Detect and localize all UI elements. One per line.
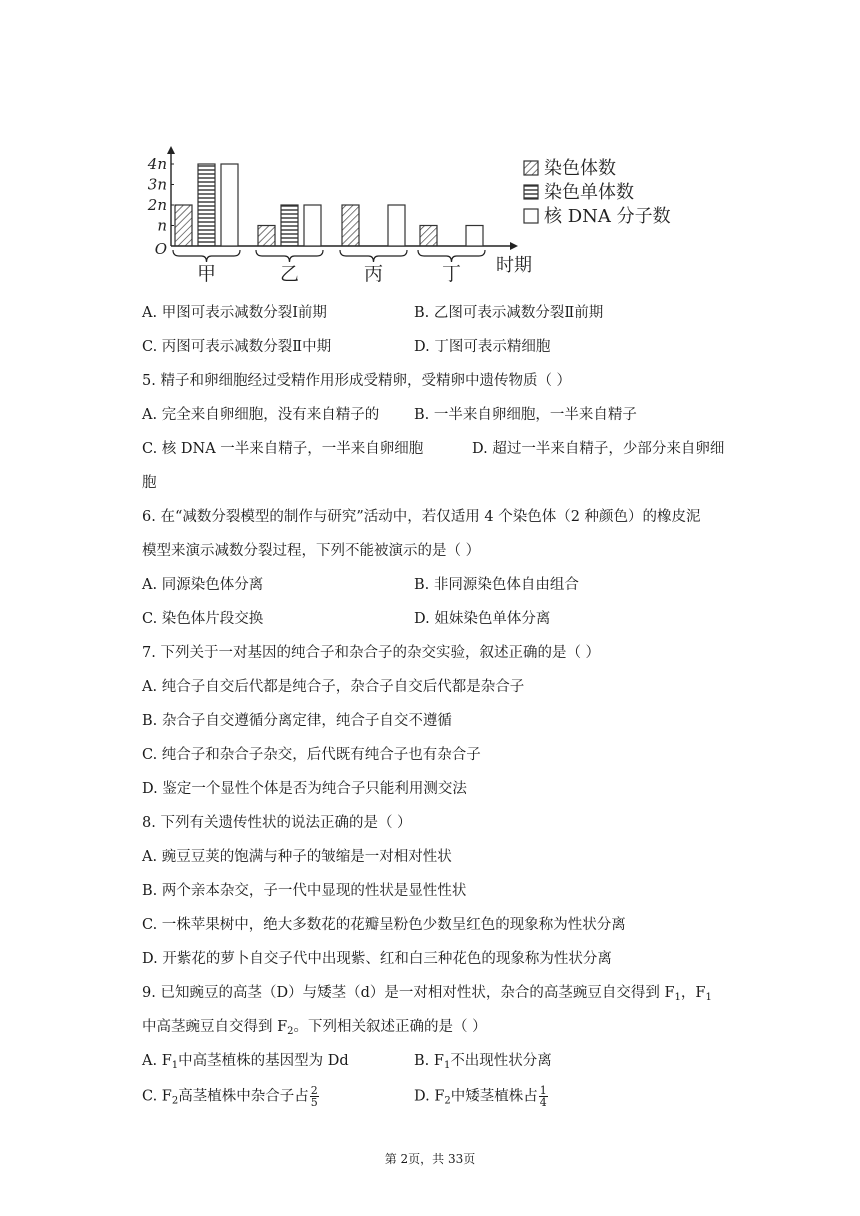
bar <box>175 205 192 246</box>
chromosome-bar-chart <box>138 144 698 294</box>
legend-label: 核 DNA 分子数 <box>544 206 671 227</box>
q6-option-c: C. 染色体片段交换 <box>142 611 264 627</box>
y-tick-label: n <box>157 216 167 235</box>
q5-option-b: B. 一半来自卵细胞，一半来自精子 <box>414 407 637 423</box>
q9-stem-line1: 9. 已知豌豆的高茎（D）与矮茎（d）是一对相对性状，杂合的高茎豌豆自交得到 $F_1$，$F_1$ <box>142 985 712 1003</box>
bar <box>304 205 321 246</box>
y-axis-arrow <box>167 146 175 154</box>
legend-label: 染色单体数 <box>544 182 634 203</box>
q4-option-c: C. 丙图可表示减数分裂Ⅱ中期 <box>142 339 332 355</box>
bar <box>281 205 298 246</box>
q9-option-c: C. $F_2$高茎植株中杂合子占 $\frac{2}{5}$ <box>142 1084 318 1109</box>
page-footer: 第 2页，共 33页 <box>384 1152 476 1166</box>
q4-option-d: D. 丁图可表示精细胞 <box>414 339 551 355</box>
bar <box>198 164 215 246</box>
legend-swatch <box>524 161 538 175</box>
q5-option-c: C. 核 DNA 一半来自精子，一半来自卵细胞 <box>142 441 424 457</box>
bar <box>466 226 483 247</box>
y-tick-label: O <box>154 240 167 258</box>
chart-legend <box>524 158 671 227</box>
group-brace <box>173 250 240 262</box>
q7-option-c: C. 纯合子和杂合子杂交，后代既有纯合子也有杂合子 <box>142 747 481 763</box>
q7-option-a: A. 纯合子自交后代都是纯合子，杂合子自交后代都是杂合子 <box>142 679 525 695</box>
q8-option-d: D. 开紫花的萝卜自交子代中出现紫、红和白三种花色的现象称为性状分离 <box>142 951 612 967</box>
q8-option-b: B. 两个亲本杂交，子一代中显现的性状是显性性状 <box>142 883 467 899</box>
q8-option-a: A. 豌豆豆荚的饱满与种子的皱缩是一对相对性状 <box>142 849 452 865</box>
group-brace <box>340 250 407 262</box>
category-label: 乙 <box>279 263 300 285</box>
q9-option-d: D. $F_2$中矮茎植株占 $\frac{1}{4}$ <box>414 1084 547 1109</box>
q4-option-b: B. 乙图可表示减数分裂Ⅱ前期 <box>414 305 604 321</box>
q5-stem: 5. 精子和卵细胞经过受精作用形成受精卵，受精卵中遗传物质（ ） <box>142 373 572 389</box>
q5-option-d-continued: 胞 <box>142 475 157 491</box>
bar <box>342 205 359 246</box>
legend-swatch <box>524 185 538 199</box>
bar <box>388 205 405 246</box>
x-axis-label: 时期 <box>496 255 532 276</box>
q8-stem: 8. 下列有关遗传性状的说法正确的是（ ） <box>142 815 412 831</box>
bar <box>258 226 275 247</box>
q6-stem-line1: 6. 在“减数分裂模型的制作与研究”活动中，若仅适用 4 个染色体（2 种颜色）的橡皮泥 <box>142 509 701 525</box>
category-label: 丙 <box>363 263 384 285</box>
q6-option-d: D. 姐妹染色单体分离 <box>414 611 551 627</box>
q5-option-d: D. 超过一半来自精子，少部分来自卵细 <box>472 441 725 457</box>
fraction-one-quarter: $\frac{1}{4}$ <box>539 1084 547 1109</box>
legend-swatch <box>524 209 538 223</box>
chart-bars <box>175 164 483 246</box>
y-tick-label: 3n <box>147 175 167 194</box>
group-brace <box>256 250 323 262</box>
y-tick-label: 4n <box>147 155 167 173</box>
bar <box>221 164 238 246</box>
q5-option-a: A. 完全来自卵细胞，没有来自精子的 <box>142 407 380 423</box>
q7-stem: 7. 下列关于一对基因的纯合子和杂合子的杂交实验，叙述正确的是（ ） <box>142 645 601 661</box>
q9-option-b: B. $F_1$不出现性状分离 <box>414 1053 552 1071</box>
q6-stem-line2: 模型来演示减数分裂过程，下列不能被演示的是（ ） <box>142 543 481 559</box>
category-label: 甲 <box>196 263 217 285</box>
q4-option-a: A. 甲图可表示减数分裂Ⅰ前期 <box>142 305 327 321</box>
q6-option-a: A. 同源染色体分离 <box>142 577 264 593</box>
x-axis-arrow <box>510 242 518 250</box>
bar <box>420 226 437 247</box>
q9-stem-line2: 中高茎豌豆自交得到 $F_2$。下列相关叙述正确的是（ ） <box>142 1019 487 1037</box>
group-brace <box>418 250 485 262</box>
q8-option-c: C. 一株苹果树中，绝大多数花的花瓣呈粉色少数呈红色的现象称为性状分离 <box>142 917 626 933</box>
category-label: 丁 <box>441 263 462 285</box>
legend-label: 染色体数 <box>544 158 616 179</box>
q7-option-b: B. 杂合子自交遵循分离定律，纯合子自交不遵循 <box>142 713 452 729</box>
fraction-two-fifths: $\frac{2}{5}$ <box>310 1084 318 1109</box>
q9-option-a: A. $F_1$中高茎植株的基因型为 Dd <box>142 1053 349 1071</box>
y-tick-label: 2n <box>147 196 167 214</box>
q6-option-b: B. 非同源染色体自由组合 <box>414 577 579 593</box>
q7-option-d: D. 鉴定一个显性个体是否为纯合子只能利用测交法 <box>142 781 467 797</box>
